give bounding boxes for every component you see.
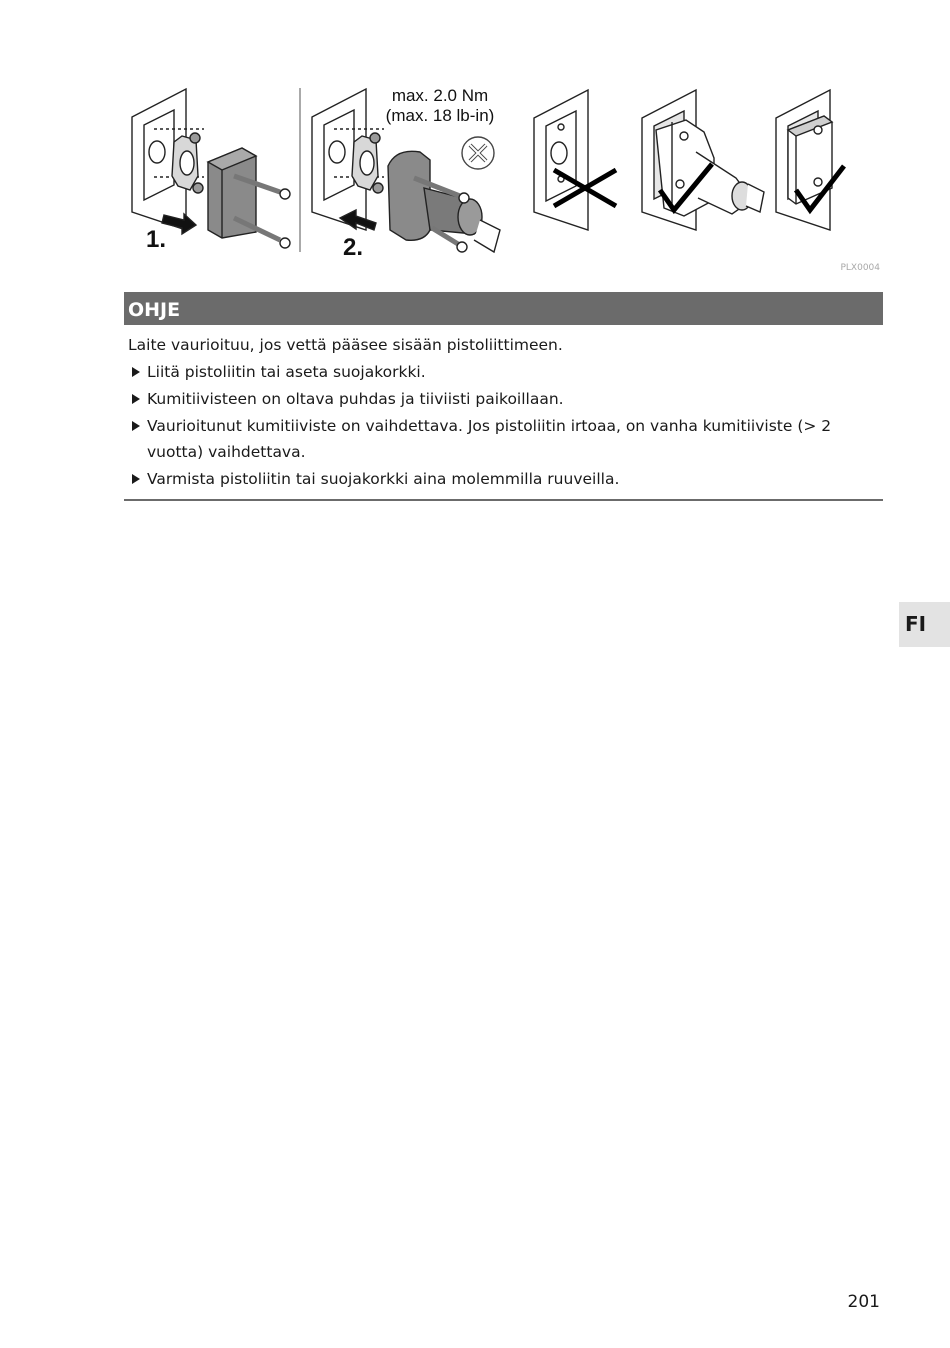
- notice-list-item: [128, 466, 879, 492]
- panel-cap-ok-illustration: [776, 90, 832, 230]
- torque-spec: [370, 86, 510, 126]
- triangle-bullet-icon: [132, 474, 140, 484]
- triangle-bullet-icon: [132, 421, 140, 431]
- step-2-label: 2.: [343, 234, 364, 261]
- notice-list-item: [128, 386, 879, 412]
- notice-intro: Laite vaurioituu, jos vettä pääsee sisään pistoliittimeen.: [128, 336, 563, 354]
- triangle-bullet-icon: [132, 394, 140, 404]
- panel-plug-ok-illustration: [642, 90, 764, 230]
- notice-item-text: Liitä pistoliitin tai aseta suojakorkki.: [147, 363, 426, 381]
- notice-body: [124, 325, 883, 501]
- notice-item-text: Varmista pistoliitin tai suojakorkki aina molemmilla ruuveilla.: [147, 470, 620, 488]
- notice-box: [124, 292, 883, 501]
- panel-step1-illustration: [132, 89, 290, 248]
- notice-list-item: [128, 359, 879, 385]
- notice-item-text: Kumitiivisteen on oltava puhdas ja tiiviisti paikoillaan.: [147, 390, 564, 408]
- notice-list-item: [128, 413, 879, 465]
- notice-item-text: Vaurioitunut kumitiiviste on vaihdettava. Jos pistoliitin irtoaa, on vanha kumitiiviste (> 2 vuotta) vaihdettava.: [147, 417, 832, 461]
- page-number: 201: [847, 1292, 880, 1312]
- figure-code: PLX0004: [840, 263, 880, 273]
- notice-header: OHJE: [124, 292, 883, 325]
- language-tab: FI: [899, 602, 950, 647]
- notice-list: [128, 359, 879, 492]
- installation-figure: [124, 80, 884, 280]
- panel-wrong-illustration: [534, 90, 588, 230]
- torque-spec-nm: max. 2.0 Nm: [391, 86, 489, 105]
- step-1-label: 1.: [146, 226, 167, 253]
- torque-spec-lbin: (max. 18 lb-in): [385, 106, 495, 125]
- triangle-bullet-icon: [132, 367, 140, 377]
